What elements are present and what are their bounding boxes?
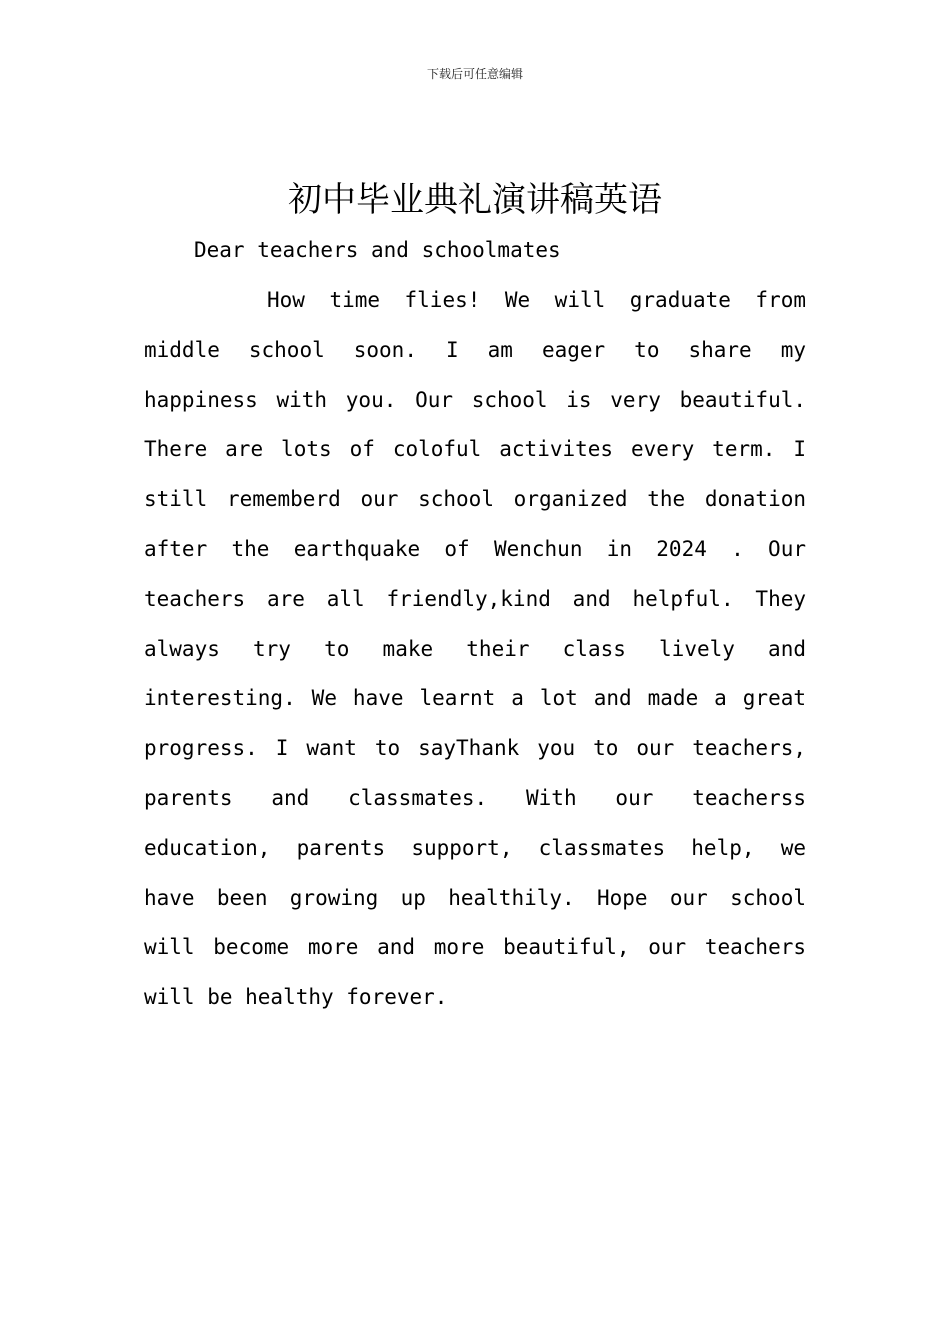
body-line: middle school soon. I am eager to share my <box>144 337 806 362</box>
body-line: still rememberd our school organized the donation <box>144 487 806 512</box>
body-line: How time flies! We will graduate from <box>267 288 806 312</box>
body-line: progress. I want to sayThank you to our teachers, <box>144 736 806 761</box>
body-line: education, parents support, classmates help, we <box>144 835 806 860</box>
body-line-last: will be healthy forever. <box>144 985 448 1010</box>
body-line: parents and classmates. With our teacherss <box>144 785 806 810</box>
body-line: will become more and more beautiful, our teachers <box>144 935 806 960</box>
header-note: 下载后可任意编辑 <box>426 67 523 81</box>
body-line: after the earthquake of Wenchun in 2024 . Our <box>144 536 806 561</box>
speech-body <box>144 284 806 1031</box>
body-line: interesting. We have learnt a lot and made a great <box>144 686 806 711</box>
salutation: Dear teachers and schoolmates <box>194 238 561 262</box>
body-line: have been growing up healthily. Hope our school <box>144 885 806 910</box>
body-line: always try to make their class lively and <box>144 636 806 661</box>
document-title: 初中毕业典礼演讲稿英语 <box>288 180 662 220</box>
body-line: teachers are all friendly,kind and helpful. They <box>144 586 806 611</box>
body-line: happiness with you. Our school is very beautiful. <box>144 387 806 412</box>
body-line: There are lots of coloful activites every term. I <box>144 437 806 462</box>
